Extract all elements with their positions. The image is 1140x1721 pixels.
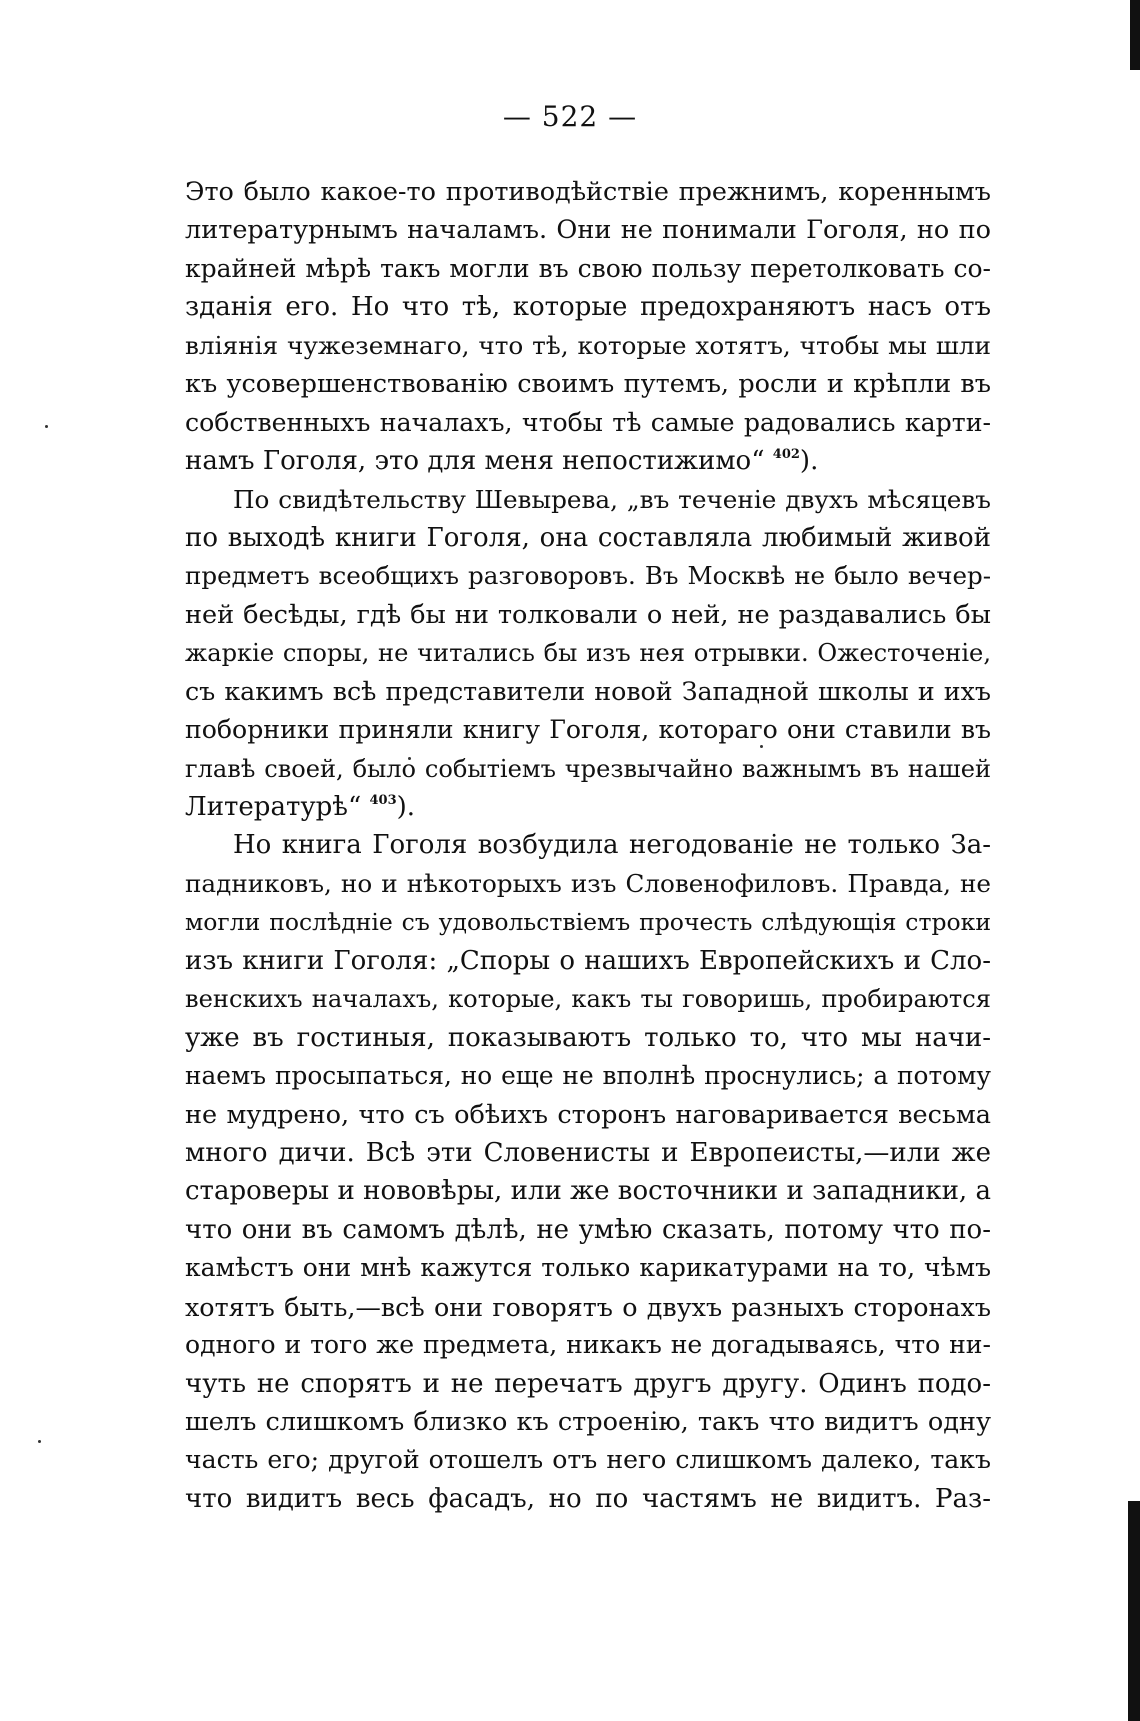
footnote-ref-403: 403 (369, 793, 397, 808)
text-line: часть его; другой отошелъ отъ него слишкомъ далеко, такъ (185, 1445, 991, 1475)
text-line: наемъ просыпаться, но еще не вполнѣ проснулись; а потому (185, 1061, 991, 1091)
text-line: одного и того же предмета, никакъ не догадываясь, что ни- (185, 1330, 991, 1360)
text-line: намъ Гоголя, это для меня непостижимо“ $^{402}$). (185, 446, 819, 477)
text-line: къ усовершенствованію своимъ путемъ, росли и крѣпли въ (185, 369, 991, 400)
text-line: изъ книги Гоголя: „Споры о нашихъ Европейскихъ и Сло- (185, 945, 991, 976)
text-line: по выходѣ книги Гоголя, она составляла любимый живой (185, 522, 991, 553)
text-line: крайней мѣрѣ такъ могли въ свою пользу перетолковать со- (185, 253, 991, 283)
text-line: хотятъ быть,—всѣ они говорятъ о двухъ разныхъ сторонахъ (185, 1291, 991, 1322)
text-line: Это было какое-то противодѣйствіе прежнимъ, кореннымъ (185, 177, 991, 207)
text-line: предметъ всеобщихъ разговоровъ. Въ Москвѣ не было вечер- (185, 561, 991, 591)
text-line: По свидѣтельству Шевырева, „въ теченіе двухъ мѣсяцевъ (233, 484, 991, 514)
text-line: много дичи. Всѣ эти Словенисты и Европеисты,—или же (185, 1137, 991, 1168)
text-line: Литературѣ“ $^{403}$). (185, 792, 416, 822)
scan-speck (45, 425, 48, 428)
text-line: что видитъ весь фасадъ, но по частямъ не видитъ. Раз- (185, 1483, 991, 1514)
text-line: не мудрено, что съ обѣихъ сторонъ наговаривается весьма (185, 1099, 991, 1130)
text-line: съ какимъ всѣ представители новой Западной школы и ихъ (185, 676, 991, 706)
scan-speck (38, 1440, 41, 1443)
page-number: — 522 — (502, 100, 638, 133)
text-line: поборники приняли книгу Гоголя, котораго они ставили въ (185, 715, 991, 745)
text-line: главѣ своей, было событіемъ чрезвычайно важнымъ въ нашей (185, 754, 991, 783)
text-line: зданія его. Но что тѣ, которые предохраняютъ насъ отъ (185, 292, 991, 323)
text-line: падниковъ, но и нѣкоторыхъ изъ Словенофиловъ. Правда, не (185, 868, 991, 898)
text-line: Но книга Гоголя возбудила негодованіе не только За- (233, 830, 991, 861)
text-line: камѣстъ они мнѣ кажутся только карикатурами на то, чѣмъ (185, 1253, 991, 1283)
text-line: собственныхъ началахъ, чтобы тѣ самые радовались карти- (185, 407, 991, 437)
footnote-ref-402: 402 (772, 447, 800, 463)
text-line: вліянія чужеземнаго, что тѣ, которые хотятъ, чтобы мы шли (185, 330, 991, 360)
text-line: могли послѣдніе съ удовольствіемъ прочесть слѣдующія строки (185, 908, 991, 937)
text-line: венскихъ началахъ, которые, какъ ты говоришь, пробираются (185, 985, 991, 1014)
text-line: что они въ самомъ дѣлѣ, не умѣю сказать, потому что по- (185, 1214, 991, 1245)
text-line: ней бесѣды, гдѣ бы ни толковали о ней, не раздавались бы (185, 599, 991, 630)
text-line: литературнымъ началамъ. Они не понимали Гоголя, но по (185, 215, 991, 246)
scan-edge-bottom (1128, 1501, 1140, 1721)
text-line: уже въ гостиныя, показываютъ только то, что мы начи- (185, 1022, 991, 1053)
text-line: чуть не спорятъ и не перечатъ другъ другу. Одинъ подо- (185, 1368, 991, 1399)
text-line: староверы и нововѣры, или же восточники и западники, а (185, 1176, 991, 1207)
scan-edge-top (1130, 0, 1140, 70)
text-line: шелъ слишкомъ близко къ строенію, такъ что видитъ одну (185, 1407, 991, 1437)
body-text (185, 173, 991, 1518)
text-line: жаркіе споры, не читались бы изъ нея отрывки. Ожесточеніе, (185, 639, 991, 668)
